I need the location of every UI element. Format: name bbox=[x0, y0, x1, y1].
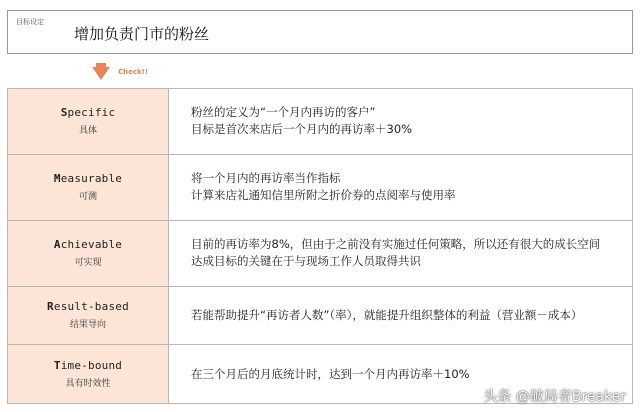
row-value-achievable bbox=[169, 220, 633, 286]
key-rest: ime-bound bbox=[60, 359, 123, 373]
row-value-specific bbox=[169, 89, 633, 155]
value-line: 在三个月后的月底统计时，达到一个月内再访率＋10% bbox=[191, 366, 470, 381]
table-row bbox=[8, 154, 633, 220]
check-label: Check!! bbox=[118, 68, 149, 76]
table-row bbox=[8, 286, 633, 345]
key-zh: 可测 bbox=[78, 192, 97, 203]
key-zh: 可实现 bbox=[74, 258, 102, 269]
row-key-specific bbox=[8, 89, 169, 155]
key-zh: 具体 bbox=[78, 126, 97, 137]
key-zh: 结果导向 bbox=[69, 320, 106, 331]
row-key-achievable bbox=[8, 220, 169, 286]
row-key-time-bound bbox=[8, 345, 169, 404]
watermark: 头条 @破局者Breaker bbox=[483, 389, 626, 405]
goal-label: 目标设定 bbox=[16, 18, 44, 26]
value-line: 粉丝的定义为“一个月内再访的客户” bbox=[191, 105, 376, 120]
down-arrow-icon bbox=[92, 63, 110, 80]
row-key-measurable bbox=[8, 154, 169, 220]
key-initial: R bbox=[47, 300, 54, 314]
key-initial: S bbox=[60, 106, 68, 120]
key-rest: pecific bbox=[67, 106, 116, 120]
key-initial: A bbox=[53, 238, 61, 252]
table-row bbox=[8, 220, 633, 286]
row-value-result-based bbox=[169, 286, 633, 345]
row-value-measurable bbox=[169, 154, 633, 220]
key-rest: esult-based bbox=[53, 300, 129, 314]
row-key-result-based bbox=[8, 286, 169, 345]
value-line: 若能帮助提升“再访者人数”（率），就能提升组织整体的利益（营业额－成本） bbox=[191, 307, 583, 322]
key-rest: chievable bbox=[60, 238, 123, 252]
value-line: 计算来店礼通知信里所附之折价券的点阅率与使用率 bbox=[191, 188, 456, 203]
key-initial: M bbox=[53, 172, 61, 186]
key-initial: T bbox=[53, 359, 61, 373]
key-zh: 具有时效性 bbox=[65, 379, 111, 390]
table-row bbox=[8, 89, 633, 155]
value-line: 将一个月内的再访率当作指标 bbox=[191, 171, 341, 186]
value-line: 目前的再访率为8%，但由于之前没有实施过任何策略，所以还有很大的成长空间 bbox=[191, 237, 601, 252]
key-rest: easurable bbox=[60, 172, 123, 186]
smart-table bbox=[7, 88, 633, 404]
value-line: 目标是首次来店后一个月内的再访率＋30% bbox=[191, 122, 413, 137]
goal-box bbox=[7, 10, 633, 54]
value-line: 达成目标的关键在于与现场工作人员取得共识 bbox=[191, 254, 421, 269]
goal-text: 增加负责门市的粉丝 bbox=[74, 25, 210, 43]
